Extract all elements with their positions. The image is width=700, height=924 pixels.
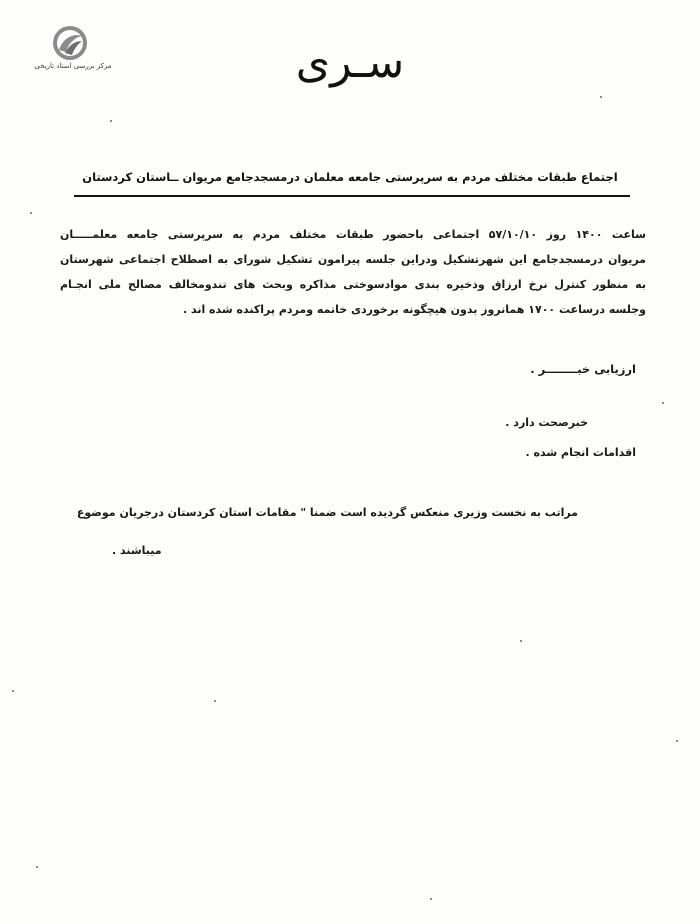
closing-line: مراتب به نخست وزیری منعکس گردیده است ضمنا " مقامات استان کردستان درجریان موضوع — [76, 506, 578, 519]
evaluation-item: اقدامات انجام شده . — [525, 446, 636, 459]
scan-speck — [600, 96, 602, 98]
headline-underline — [74, 195, 630, 197]
scan-speck — [36, 866, 38, 868]
scan-speck — [676, 740, 678, 742]
report-line: وجلسه درساعت ۱۷۰۰ همانروز بدون هیچگونه برخوردی خاتمه ومردم پراکنده شده اند . — [182, 303, 646, 316]
closing-line-end: میباشند . — [112, 544, 162, 557]
archive-logo-icon — [51, 24, 89, 62]
archive-logo — [18, 24, 128, 78]
scan-speck — [520, 640, 522, 642]
document-headline: اجتماع طبقات مختلف مردم به سرپرستی جامعه معلمان درمسجدجامع مریوان ــاستان کردستان — [82, 170, 618, 184]
classification-mark: سـری — [295, 37, 405, 88]
report-line: به منظور کنترل نرخ ارزاق وذخیره بندی موادسوختی مذاکره وبحث های تندومخالف مصالح ملی انجـام — [60, 278, 646, 291]
evaluation-label: ارزیابی خبــــــــر . — [530, 362, 636, 376]
report-line: مریوان درمسجدجامع این شهرتشکیل ودراین جلسه پیرامون تشکیل شورای به اصطلاح اجتماعی شهرستان — [60, 253, 646, 266]
closing-paragraph — [60, 494, 640, 570]
scan-speck — [214, 700, 216, 702]
scan-speck — [110, 120, 112, 122]
scan-speck — [430, 898, 432, 900]
report-body — [60, 222, 646, 322]
evaluation-item: خبرصحت دارد . — [505, 416, 588, 429]
archive-logo-caption: مرکز بررسی اسناد تاریخی — [34, 62, 112, 70]
evaluation-details — [400, 412, 636, 464]
scan-speck — [12, 690, 14, 692]
closing-line — [60, 532, 640, 570]
scan-speck — [662, 402, 664, 404]
scan-speck — [30, 212, 32, 214]
report-line: ساعت ۱۴۰۰ روز ۵۷/۱۰/۱۰ اجتماعی باحضور طبقات مختلف مردم به سرپرستی جامعه معلمـــــان — [60, 228, 646, 241]
